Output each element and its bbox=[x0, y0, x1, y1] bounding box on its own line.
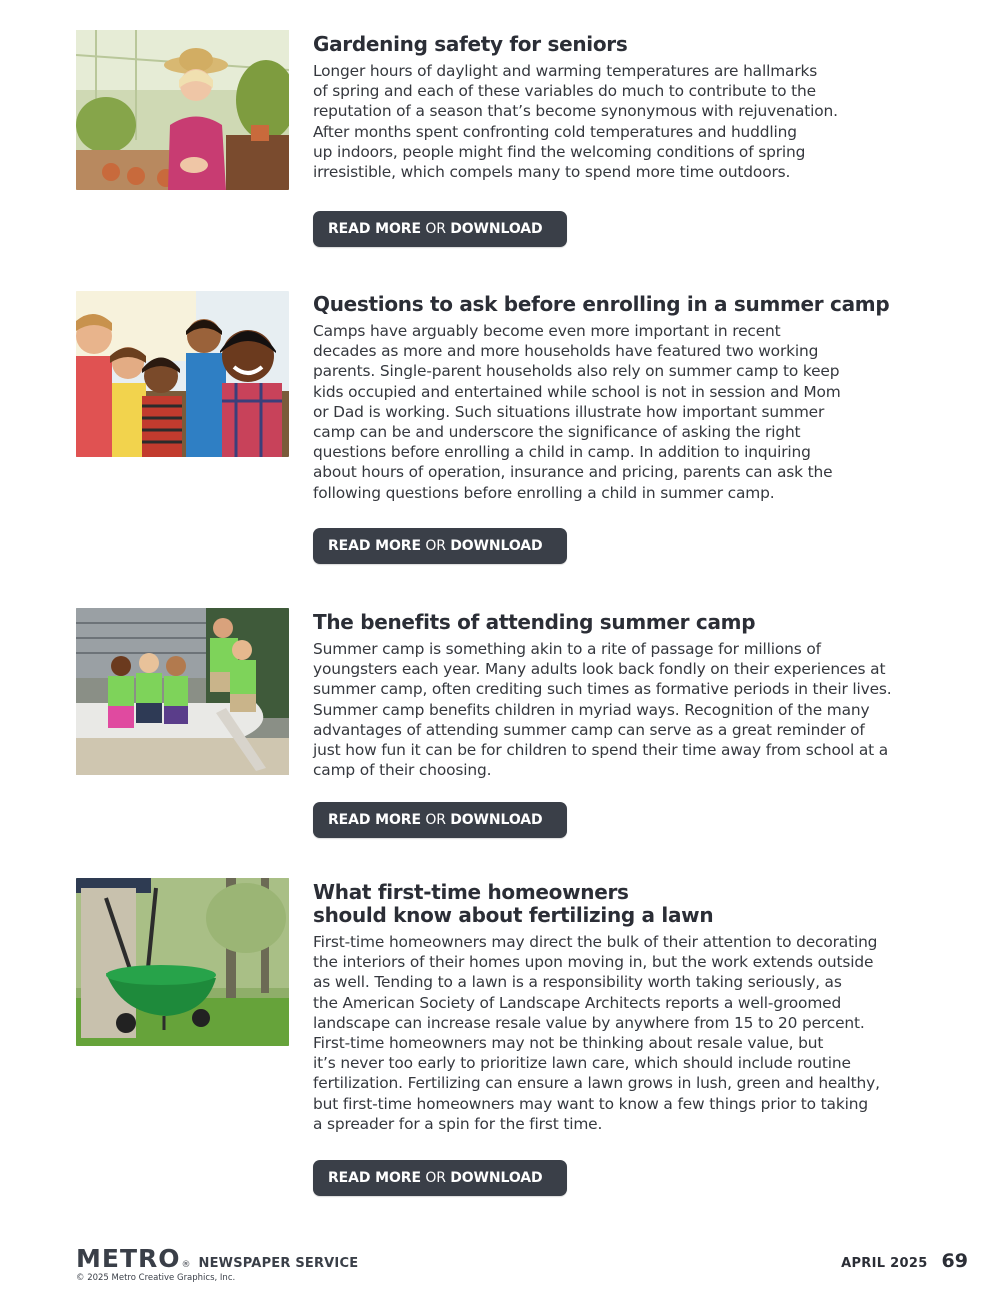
article-title[interactable]: What first-time homeowners should know about fertilizing a lawn bbox=[313, 880, 714, 927]
metro-logo[interactable] bbox=[76, 1246, 358, 1271]
or-label: OR bbox=[425, 1170, 446, 1186]
or-label: OR bbox=[425, 221, 446, 237]
download-label: DOWNLOAD bbox=[450, 221, 543, 237]
read-more-label: READ MORE bbox=[328, 538, 421, 554]
registered-mark: ® bbox=[181, 1260, 191, 1270]
read-more-download-button[interactable] bbox=[313, 1160, 567, 1196]
article-summary: Summer camp is something akin to a rite of passage for millions of youngsters each year. Many adults look back fondly on their experiences at summer camp, often crediting such times as formative periods in their lives. Summer camp benefits children in myriad ways. Recognition of the many advantages of attending summer camp can serve as a great reminder of just how fun it can be for children to spend their time away from school at a camp of their choosing. bbox=[313, 640, 892, 780]
article-image-gardening[interactable] bbox=[76, 30, 289, 190]
read-more-download-button[interactable] bbox=[313, 802, 567, 838]
footer-issue-info bbox=[841, 1250, 968, 1272]
or-label: OR bbox=[425, 812, 446, 828]
camp-photo bbox=[76, 608, 289, 775]
read-more-download-button[interactable] bbox=[313, 211, 567, 247]
gardening-photo bbox=[76, 30, 289, 190]
article-summary: Camps have arguably become even more important in recent decades as more and more households have featured two working parents. Single-parent households also rely on summer camp to keep kids occupied and entertained while school is not in session and Mom or Dad is working. Such situations illustrate how important summer camp can be and underscore the significance of asking the right questions before enrolling a child in camp. In addition to inquiring about hours of operation, insurance and pricing, parents can ask the following questions before enrolling a child in summer camp. bbox=[313, 322, 841, 502]
read-more-label: READ MORE bbox=[328, 221, 421, 237]
download-label: DOWNLOAD bbox=[450, 538, 543, 554]
article-image-lawn[interactable] bbox=[76, 878, 289, 1046]
article-title[interactable]: Gardening safety for seniors bbox=[313, 32, 628, 56]
read-more-label: READ MORE bbox=[328, 812, 421, 828]
kids-photo bbox=[76, 291, 289, 457]
logo-service-name: NEWSPAPER SERVICE bbox=[198, 1256, 359, 1271]
page-number: 69 bbox=[941, 1250, 968, 1272]
copyright-notice: © 2025 Metro Creative Graphics, Inc. bbox=[76, 1273, 236, 1283]
lawn-photo bbox=[76, 878, 289, 1046]
download-label: DOWNLOAD bbox=[450, 812, 543, 828]
download-label: DOWNLOAD bbox=[450, 1170, 543, 1186]
footer-brand bbox=[76, 1246, 358, 1283]
issue-date: APRIL 2025 bbox=[841, 1256, 928, 1271]
or-label: OR bbox=[425, 538, 446, 554]
read-more-label: READ MORE bbox=[328, 1170, 421, 1186]
article-title[interactable]: Questions to ask before enrolling in a summer camp bbox=[313, 292, 890, 316]
article-summary: First-time homeowners may direct the bulk of their attention to decorating the interiors of their homes upon moving in, but the work extends outside as well. Tending to a lawn is a responsibility worth taking seriously, as the American Society of Landscape Architects reports a well-groomed landscape can increase resale value by anywhere from 15 to 20 percent. First-time homeowners may not be thinking about resale value, but it’s never too early to prioritize lawn care, which should include routine fertilization. Fertilizing can ensure a lawn grows in lush, green and healthy, but first-time homeowners may want to know a few things prior to taking a spreader for a spin for the first time. bbox=[313, 933, 880, 1133]
article-image-kids[interactable] bbox=[76, 291, 289, 457]
read-more-download-button[interactable] bbox=[313, 528, 567, 564]
article-summary: Longer hours of daylight and warming temperatures are hallmarks of spring and each of these variables do much to contribute to the reputation of a season that’s become synonymous with rejuvenation. After months spent confronting cold temperatures and huddling up indoors, people might find the welcoming conditions of spring irresistible, which compels many to spend more time outdoors. bbox=[313, 62, 838, 182]
article-title[interactable]: The benefits of attending summer camp bbox=[313, 610, 756, 634]
article-image-camp[interactable] bbox=[76, 608, 289, 775]
logo-wordmark: METRO bbox=[76, 1244, 181, 1273]
